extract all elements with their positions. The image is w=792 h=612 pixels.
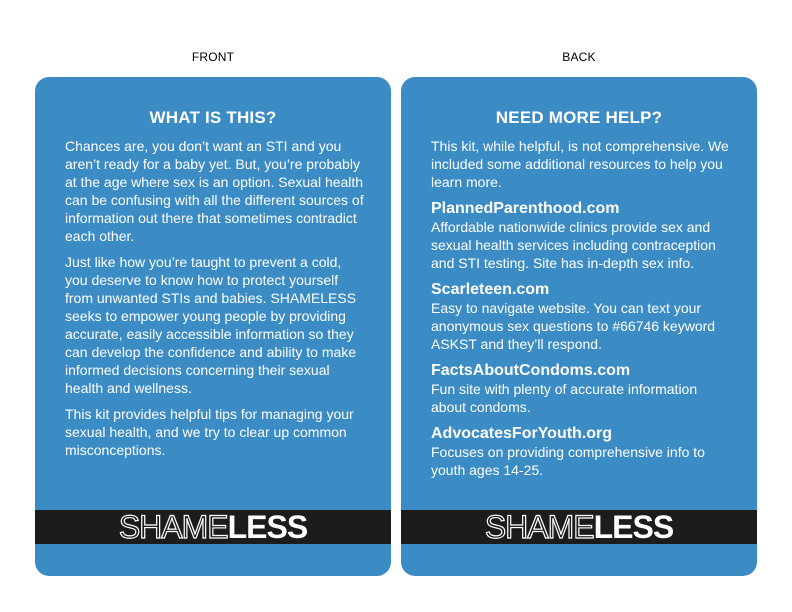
front-paragraph: This kit provides helpful tips for managing your sexual health, and we try to clear up common misconceptions.: [65, 406, 354, 458]
back-card-title: NEED MORE HELP?: [495, 108, 663, 127]
resource-item: [431, 361, 733, 416]
resource-description: Focuses on providing comprehensive info to youth ages 14-25.: [431, 444, 705, 478]
back-card-body: [431, 137, 733, 487]
back-side-label: BACK: [562, 50, 596, 64]
resource-name: Scarleteen.com: [431, 281, 550, 298]
front-brand-outline: SHAME: [118, 509, 228, 545]
back-brand-solid: LESS: [593, 509, 674, 545]
resource-description: Easy to navigate website. You can text your anonymous sex questions to #66746 keyword ASKST and they’ll respond.: [431, 300, 716, 352]
resource-item: [431, 424, 733, 479]
resource-description: Fun site with plenty of accurate information about condoms.: [431, 381, 698, 415]
front-card-title: WHAT IS THIS?: [149, 108, 277, 127]
resource-name: AdvocatesForYouth.org: [431, 425, 613, 442]
back-brand-outline: SHAME: [484, 509, 594, 545]
resource-item: [431, 199, 733, 272]
front-paragraph: Just like how you’re taught to prevent a cold, you deserve to know how to protect yourself from unwanted STIs and babies. SHAMELESS seeks to empower young people by providing accurate, easily accessible information so they can develop the confidence and ability to make informed decisions concerning their sexual health and wellness.: [65, 254, 357, 396]
back-brand-bar: [401, 510, 757, 544]
front-brand-logo: [119, 510, 307, 544]
front-brand-bar: [35, 510, 391, 544]
back-intro: This kit, while helpful, is not comprehensive. We included some additional resources to help you learn more.: [431, 138, 729, 190]
resource-name: FactsAboutCondoms.com: [431, 362, 631, 379]
back-brand-logo: [485, 510, 673, 544]
front-side-label: FRONT: [191, 50, 235, 64]
back-card: [401, 77, 757, 576]
front-card-body: [65, 137, 367, 467]
front-card: [35, 77, 391, 576]
resource-item: [431, 280, 733, 353]
resource-name: PlannedParenthood.com: [431, 200, 620, 217]
resource-description: Affordable nationwide clinics provide sex and sexual health services including contraception and STI testing. Site has in-depth sex info.: [431, 219, 716, 271]
front-paragraph: Chances are, you don’t want an STI and you aren’t ready for a baby yet. But, you’re probably at the age where sex is an option. Sexual health can be confusing with all the different sources of information out there that sometimes contradict each other.: [65, 138, 364, 244]
front-brand-solid: LESS: [227, 509, 308, 545]
